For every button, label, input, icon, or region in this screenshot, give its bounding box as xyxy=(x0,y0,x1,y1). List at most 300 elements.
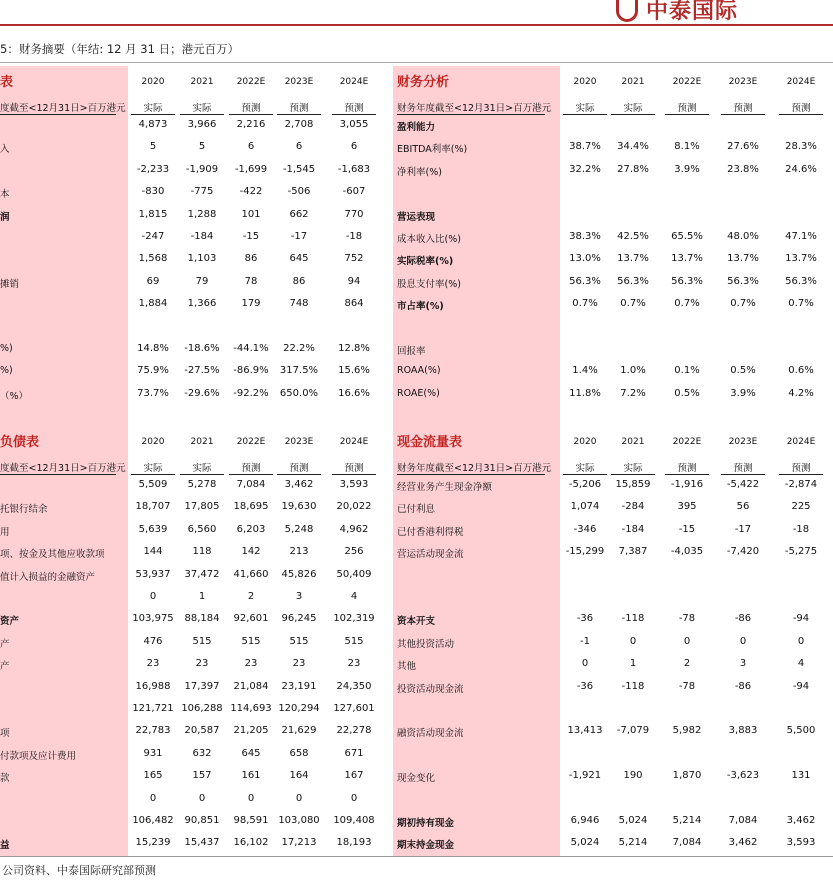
cell-value: 96,245 xyxy=(281,613,317,625)
cell-value: 1 xyxy=(629,658,637,670)
cell-value: 13.7% xyxy=(617,253,649,265)
cell-value: 12.8% xyxy=(338,343,370,354)
cell-value: 3,593 xyxy=(786,837,816,849)
table-row xyxy=(0,789,380,811)
cell-value: 92,601 xyxy=(233,613,269,625)
cell-value: 0 xyxy=(683,635,691,647)
kind-header: 实际 xyxy=(143,463,163,474)
cell-value: 2,708 xyxy=(284,119,314,130)
cell-value: 22,783 xyxy=(135,725,171,737)
table-row xyxy=(397,227,833,249)
cell-value: 22.2% xyxy=(283,343,315,354)
cell-value: 3,883 xyxy=(728,725,758,737)
cell-value: 5 xyxy=(149,141,157,153)
kind-header: 预测 xyxy=(241,463,261,474)
cell-value: 1,288 xyxy=(187,208,217,220)
row-label: 融资活动现金流 xyxy=(397,728,464,740)
cell-value: 476 xyxy=(143,635,163,647)
cell-value: 13.7% xyxy=(785,253,817,265)
cell-value: -27.5% xyxy=(184,365,220,377)
kind-header: 实际 xyxy=(192,103,212,114)
table-row xyxy=(0,609,380,631)
cell-value: -1,921 xyxy=(568,770,602,782)
table-row xyxy=(0,699,380,721)
cell-value: 69 xyxy=(146,275,160,287)
cell-value: 0 xyxy=(247,792,255,804)
year-header: 2023E xyxy=(728,437,758,447)
row-label: 产 xyxy=(0,661,10,673)
cell-value: 213 xyxy=(289,546,309,558)
cashflow-header-label: 财务年度截至<12月31日>百万港元 xyxy=(397,463,552,474)
cell-value: 2,216 xyxy=(236,119,266,130)
kind-header: 预测 xyxy=(791,463,811,474)
cell-value: 13.7% xyxy=(671,253,703,265)
cell-value: 127,601 xyxy=(333,703,375,714)
cell-value: 5,024 xyxy=(618,815,648,826)
year-header: 2021 xyxy=(621,437,645,447)
table-row xyxy=(0,744,380,766)
cell-value: 5,639 xyxy=(138,523,168,535)
row-label: 其他投资活动 xyxy=(397,638,455,650)
row-label: 摊销 xyxy=(0,278,20,290)
kind-header: 预测 xyxy=(344,103,364,114)
row-label: 经营业务产生现金净额 xyxy=(397,482,493,493)
cell-value: 256 xyxy=(344,546,364,558)
cell-value: 5,509 xyxy=(138,479,168,490)
cell-value: 13.0% xyxy=(569,253,601,265)
cell-value: -2,874 xyxy=(784,479,818,490)
cell-value: 3.9% xyxy=(674,163,700,175)
cell-value: 5,500 xyxy=(786,725,816,737)
cell-value: -775 xyxy=(190,186,214,198)
table-row xyxy=(0,160,380,182)
table-row xyxy=(0,766,380,788)
finance-header-label: 财务年度截至<12月31日>百万港元 xyxy=(397,103,552,114)
table-row xyxy=(0,317,380,339)
kind-header: 预测 xyxy=(677,103,697,114)
logo-icon xyxy=(616,0,638,22)
table-row xyxy=(0,272,380,294)
year-header: 2024E xyxy=(786,437,816,447)
cell-value: 658 xyxy=(289,747,309,759)
table-row xyxy=(397,497,833,519)
table-caption: 5：财务摘要（年结: 12 月 31 日；港元百万） xyxy=(0,42,240,56)
cell-value: 94 xyxy=(347,275,361,287)
kind-header: 实际 xyxy=(623,103,643,114)
table-row xyxy=(397,542,833,564)
cell-value: 5,982 xyxy=(672,725,702,737)
year-header: 2023E xyxy=(284,77,314,87)
cell-value: -118 xyxy=(621,613,645,625)
table-row xyxy=(397,339,833,361)
cell-value: 23 xyxy=(347,658,361,670)
cell-value: -15 xyxy=(678,523,696,535)
row-label: 期末持金现金 xyxy=(397,840,455,852)
cell-value: 165 xyxy=(143,770,163,782)
cell-value: 47.1% xyxy=(785,231,817,242)
cell-value: -1,699 xyxy=(234,163,268,175)
balance-header-label: 度截至<12月31日>百万港元 xyxy=(0,463,126,474)
cell-value: 142 xyxy=(241,546,261,558)
cell-value: 102,319 xyxy=(333,613,375,625)
cell-value: 15,437 xyxy=(184,837,220,849)
logo-text: 中泰国际 xyxy=(646,0,739,24)
balance-title: 负债表 xyxy=(0,435,40,450)
cell-value: -1,916 xyxy=(670,479,704,490)
row-label: 付款项及应计费用 xyxy=(0,750,77,762)
row-label: 现金变化 xyxy=(397,773,436,785)
table-row xyxy=(397,744,833,766)
table-row xyxy=(397,384,833,406)
cell-value: -86 xyxy=(734,613,752,625)
cell-value: 0 xyxy=(149,792,157,804)
cell-value: 515 xyxy=(344,635,364,647)
year-header: 2020 xyxy=(141,437,165,447)
cell-value: -4,035 xyxy=(670,546,704,558)
cell-value: -36 xyxy=(576,613,594,625)
table-row xyxy=(397,654,833,676)
cell-value: 106,288 xyxy=(181,703,223,714)
row-label: 款 xyxy=(0,773,10,785)
cell-value: 3,462 xyxy=(728,837,758,849)
cell-value: 662 xyxy=(289,208,309,220)
kind-header: 预测 xyxy=(677,463,697,474)
cashflow-title: 现金流量表 xyxy=(397,435,463,450)
cell-value: 18,695 xyxy=(233,501,269,513)
cell-value: -86.9% xyxy=(233,365,269,377)
table-row xyxy=(397,677,833,699)
cell-value: -78 xyxy=(678,680,696,692)
cell-value: -17 xyxy=(290,231,308,242)
cell-value: 157 xyxy=(192,770,212,782)
table-row xyxy=(397,317,833,339)
row-label: 股息支付率(%) xyxy=(397,278,461,290)
kind-header: 实际 xyxy=(143,103,163,114)
cell-value: 317.5% xyxy=(279,365,319,377)
row-label: ROAA(%) xyxy=(397,365,441,377)
cell-value: 98,591 xyxy=(233,815,269,826)
row-label: 益 xyxy=(0,840,10,852)
year-header: 2022E xyxy=(672,437,702,447)
cell-value: 86 xyxy=(244,253,258,265)
cell-value: 79 xyxy=(195,275,209,287)
cell-value: 11.8% xyxy=(569,387,601,399)
table-row xyxy=(397,609,833,631)
cell-value: 56.3% xyxy=(671,275,703,287)
row-label: %) xyxy=(0,365,13,377)
table-row xyxy=(397,182,833,204)
kind-header: 预测 xyxy=(733,103,753,114)
row-label: 营运活动现金流 xyxy=(397,549,464,561)
table-row xyxy=(0,677,380,699)
cell-value: 114,693 xyxy=(230,703,272,714)
cell-value: 5,214 xyxy=(672,815,702,826)
kind-header: 预测 xyxy=(289,463,309,474)
cell-value: 50,409 xyxy=(336,568,372,580)
cell-value: 6,946 xyxy=(570,815,600,826)
row-label: 产 xyxy=(0,638,10,650)
cell-value: 5 xyxy=(198,141,206,153)
cell-value: 0.6% xyxy=(788,365,814,377)
table-row xyxy=(397,361,833,383)
cell-value: 752 xyxy=(344,253,364,265)
kind-header: 预测 xyxy=(733,463,753,474)
cell-value: 225 xyxy=(791,501,811,513)
cell-value: 32.2% xyxy=(569,163,601,175)
cell-value: 106,482 xyxy=(132,815,174,826)
cell-value: 0.7% xyxy=(730,298,756,310)
cell-value: 23 xyxy=(244,658,258,670)
year-header: 2021 xyxy=(190,77,214,87)
year-header: 2020 xyxy=(573,437,597,447)
cell-value: 28.3% xyxy=(785,141,817,153)
cell-value: 6 xyxy=(350,141,358,153)
cell-value: 0 xyxy=(350,792,358,804)
row-label: 回报率 xyxy=(397,346,426,357)
cell-value: -5,422 xyxy=(726,479,760,490)
cell-value: 515 xyxy=(192,635,212,647)
cell-value: 0.1% xyxy=(674,365,700,377)
cell-value: 24,350 xyxy=(336,680,372,692)
row-label: 盈利能力 xyxy=(397,122,436,133)
cell-value: 103,975 xyxy=(132,613,174,625)
row-label: 润 xyxy=(0,211,10,223)
kind-header: 预测 xyxy=(344,463,364,474)
cell-value: -607 xyxy=(342,186,366,198)
row-label: %) xyxy=(0,343,13,354)
cell-value: -36 xyxy=(576,680,594,692)
cell-value: 56.3% xyxy=(727,275,759,287)
cell-value: -17 xyxy=(734,523,752,535)
cell-value: -15,299 xyxy=(565,546,605,558)
cell-value: 23 xyxy=(195,658,209,670)
row-label: 成本收入比(%) xyxy=(397,234,461,245)
cell-value: -1 xyxy=(580,635,590,647)
cell-value: 5,278 xyxy=(187,479,217,490)
cell-value: 6,560 xyxy=(187,523,217,535)
cell-value: 7,084 xyxy=(728,815,758,826)
table-row xyxy=(397,160,833,182)
year-header: 2020 xyxy=(141,77,165,87)
cell-value: 78 xyxy=(244,275,258,287)
year-header: 2021 xyxy=(190,437,214,447)
cell-value: -18.6% xyxy=(184,343,220,354)
cell-value: -247 xyxy=(141,231,165,242)
year-header: 2024E xyxy=(339,437,369,447)
table-row xyxy=(0,384,380,406)
cell-value: 56.3% xyxy=(569,275,601,287)
cell-value: 7.2% xyxy=(620,387,646,399)
cell-value: 27.6% xyxy=(727,141,759,153)
table-row xyxy=(397,587,833,609)
row-label: 值计入损益的金融资产 xyxy=(0,571,96,583)
row-label: 已付利息 xyxy=(397,504,436,516)
cell-value: -44.1% xyxy=(233,343,269,354)
cell-value: -422 xyxy=(239,186,263,198)
cell-value: 164 xyxy=(289,770,309,782)
table-row xyxy=(397,766,833,788)
row-label: 本 xyxy=(0,189,10,201)
table-row xyxy=(0,632,380,654)
cell-value: 15,859 xyxy=(615,479,651,490)
kind-header: 实际 xyxy=(575,103,595,114)
table-row xyxy=(0,542,380,564)
cell-value: -18 xyxy=(345,231,363,242)
cell-value: -506 xyxy=(287,186,311,198)
cell-value: 6,203 xyxy=(236,523,266,535)
cell-value: 650.0% xyxy=(279,387,319,399)
cell-value: 1,815 xyxy=(138,208,168,220)
header-rule xyxy=(0,24,833,26)
row-label: 净利率(%) xyxy=(397,166,442,178)
cell-value: 37,472 xyxy=(184,568,220,580)
cell-value: 56 xyxy=(736,501,750,513)
row-label: （%） xyxy=(0,390,29,402)
cell-value: 45,826 xyxy=(281,568,317,580)
cell-value: -94 xyxy=(792,613,810,625)
income-title: 表 xyxy=(0,75,14,90)
table-row xyxy=(0,587,380,609)
cell-value: 73.7% xyxy=(137,387,169,399)
finance-title: 财务分析 xyxy=(397,75,450,90)
row-label: 投资活动现金流 xyxy=(397,683,464,695)
cell-value: 86 xyxy=(292,275,306,287)
cell-value: 16.6% xyxy=(338,387,370,399)
cell-value: 17,805 xyxy=(184,501,220,513)
cell-value: 167 xyxy=(344,770,364,782)
cell-value: 15.6% xyxy=(338,365,370,377)
cell-value: -830 xyxy=(141,186,165,198)
cell-value: 4 xyxy=(797,658,805,670)
cell-value: 144 xyxy=(143,546,163,558)
cell-value: 41,660 xyxy=(233,568,269,580)
year-header: 2022E xyxy=(236,77,266,87)
table-row xyxy=(397,115,833,137)
cell-value: 864 xyxy=(344,298,364,310)
cell-value: 22,278 xyxy=(336,725,372,737)
table-row xyxy=(397,137,833,159)
cell-value: 15,239 xyxy=(135,837,171,849)
row-label: EBITDA利率(%) xyxy=(397,144,468,156)
kind-header: 预测 xyxy=(289,103,309,114)
table-row xyxy=(397,272,833,294)
cell-value: 1,884 xyxy=(138,298,168,310)
cell-value: 0.5% xyxy=(674,387,700,399)
cell-value: 101 xyxy=(241,208,261,220)
table-row xyxy=(0,721,380,743)
table-row xyxy=(397,632,833,654)
year-header: 2023E xyxy=(728,77,758,87)
cell-value: 179 xyxy=(241,298,261,310)
cell-value: 0 xyxy=(739,635,747,647)
row-label: 入 xyxy=(0,144,10,156)
cell-value: -118 xyxy=(621,680,645,692)
cell-value: 3,593 xyxy=(339,479,369,490)
cell-value: -1,683 xyxy=(337,163,371,175)
footer-rule xyxy=(0,856,833,857)
cell-value: 4,962 xyxy=(339,523,369,535)
cell-value: 88,184 xyxy=(184,613,220,625)
cell-value: 1,074 xyxy=(570,501,600,513)
cell-value: 27.8% xyxy=(617,163,649,175)
cell-value: 23,191 xyxy=(281,680,317,692)
cell-value: 3,462 xyxy=(284,479,314,490)
cell-value: 6 xyxy=(247,141,255,153)
table-row xyxy=(397,565,833,587)
cell-value: -29.6% xyxy=(184,387,220,399)
cell-value: 121,721 xyxy=(132,703,174,714)
cell-value: 13,413 xyxy=(567,725,603,737)
cell-value: 0.7% xyxy=(572,298,598,310)
cell-value: 5,024 xyxy=(570,837,600,849)
table-row xyxy=(0,205,380,227)
cell-value: 56.3% xyxy=(785,275,817,287)
cell-value: 42.5% xyxy=(617,231,649,242)
cell-value: 2 xyxy=(683,658,691,670)
table-row xyxy=(397,811,833,833)
cell-value: 3,966 xyxy=(187,119,217,130)
kind-header: 预测 xyxy=(241,103,261,114)
year-header: 2023E xyxy=(284,437,314,447)
cell-value: 118 xyxy=(192,546,212,558)
cell-value: 0.7% xyxy=(620,298,646,310)
cell-value: 4.2% xyxy=(788,387,814,399)
cell-value: 748 xyxy=(289,298,309,310)
cell-value: 109,408 xyxy=(333,815,375,826)
kind-header: 实际 xyxy=(623,463,643,474)
cell-value: -15 xyxy=(242,231,260,242)
cell-value: 770 xyxy=(344,208,364,220)
cell-value: 3,055 xyxy=(339,119,369,130)
cell-value: 34.4% xyxy=(617,141,649,153)
row-label: ROAE(%) xyxy=(397,387,440,399)
table-row xyxy=(0,475,380,497)
cell-value: 7,084 xyxy=(672,837,702,849)
year-header: 2022E xyxy=(236,437,266,447)
cell-value: 4,873 xyxy=(138,119,168,130)
cell-value: 1,568 xyxy=(138,253,168,265)
table-row xyxy=(397,789,833,811)
cell-value: 16,102 xyxy=(233,837,269,849)
cell-value: 161 xyxy=(241,770,261,782)
cell-value: 18,707 xyxy=(135,501,171,513)
year-header: 2021 xyxy=(621,77,645,87)
table-row xyxy=(0,565,380,587)
cell-value: -284 xyxy=(621,501,645,513)
cell-value: 38.7% xyxy=(569,141,601,153)
cell-value: -184 xyxy=(621,523,645,535)
cell-value: -18 xyxy=(792,523,810,535)
table-row xyxy=(0,249,380,271)
caption-rule xyxy=(0,62,833,63)
kind-header: 预测 xyxy=(791,103,811,114)
cell-value: 23 xyxy=(292,658,306,670)
table-row xyxy=(0,294,380,316)
table-row xyxy=(397,520,833,542)
cell-value: 190 xyxy=(623,770,643,782)
cell-value: 1.0% xyxy=(620,365,646,377)
cell-value: -1,909 xyxy=(185,163,219,175)
cell-value: 2 xyxy=(247,591,255,602)
cell-value: 24.6% xyxy=(785,163,817,175)
cell-value: 0.7% xyxy=(674,298,700,310)
cell-value: 3,462 xyxy=(786,815,816,826)
cell-value: 75.9% xyxy=(137,365,169,377)
table-row xyxy=(397,833,833,855)
row-label: 已付香港利得税 xyxy=(397,526,464,538)
cell-value: -346 xyxy=(573,523,597,535)
table-row xyxy=(397,475,833,497)
